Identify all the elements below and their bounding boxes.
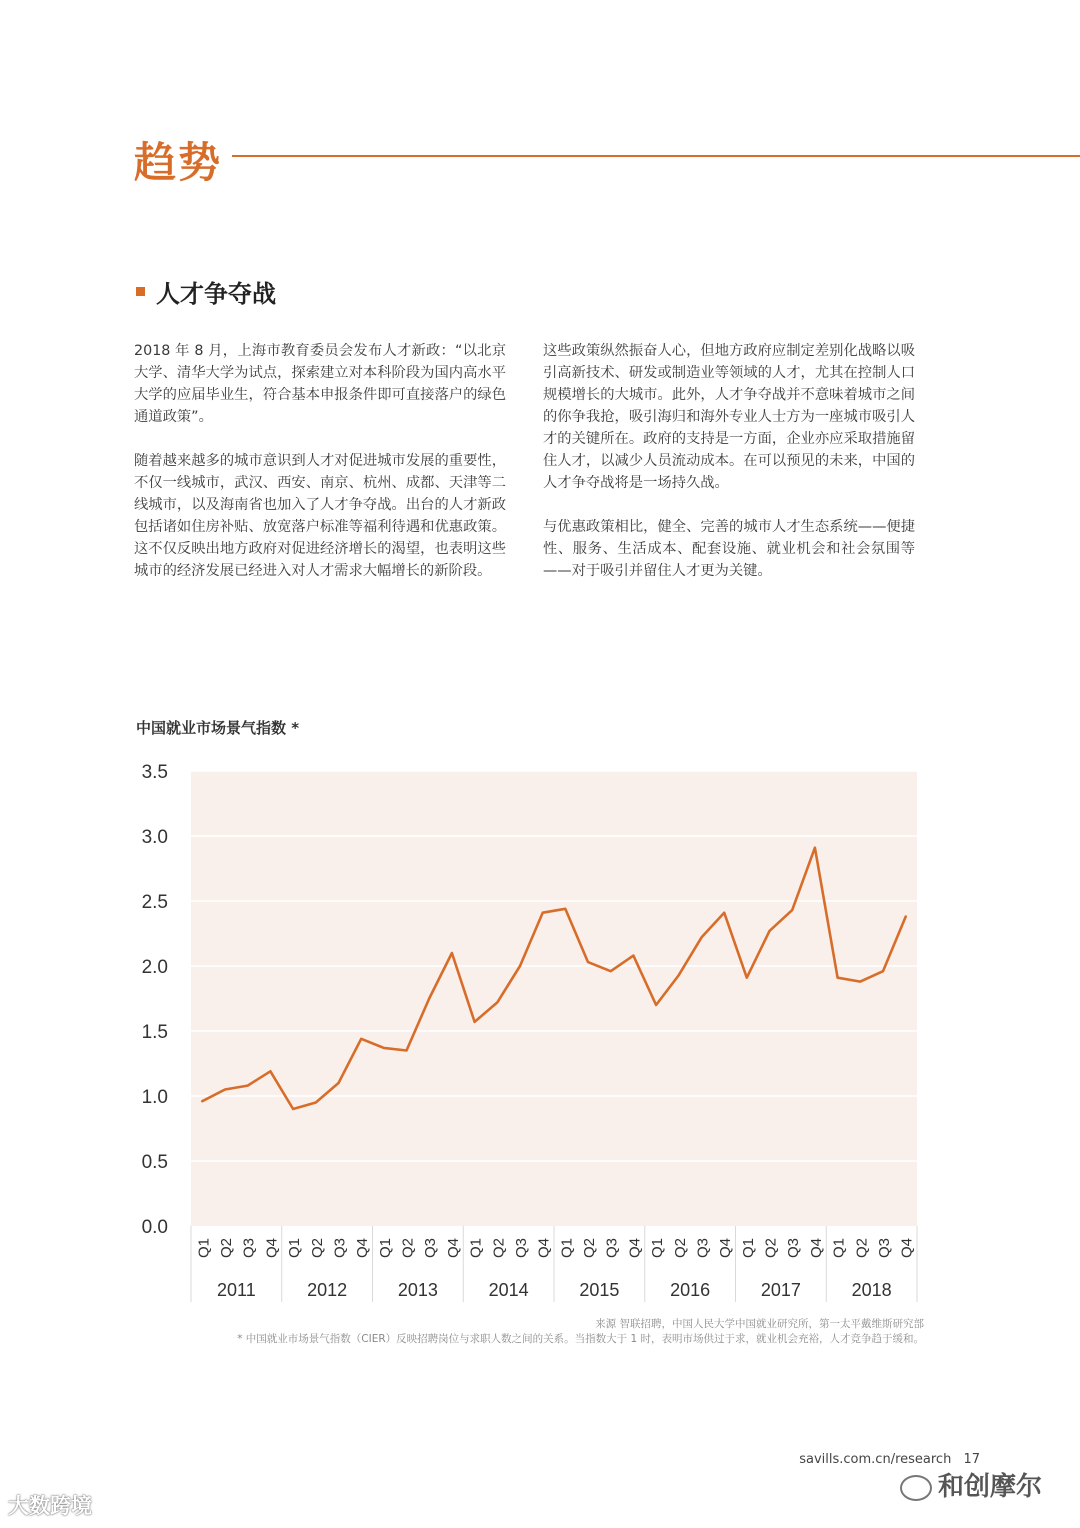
employment-index-chart <box>120 755 940 1310</box>
x-tick-label: Q2 <box>762 1237 780 1258</box>
x-tick-label: Q3 <box>875 1237 893 1258</box>
y-tick-label: 1.0 <box>141 1087 168 1108</box>
year-label: 2017 <box>760 1280 801 1300</box>
y-tick-label: 0.5 <box>141 1152 168 1173</box>
x-tick-label: Q3 <box>512 1237 530 1258</box>
body-column-left <box>134 340 506 604</box>
paragraph: 与优惠政策相比，健全、完善的城市人才生态系统——便捷性、服务、生活成本、配套设施、就业机会和社会氛围等——对于吸引并留住人才更为关键。 <box>543 519 915 579</box>
footer-url-text: savills.com.cn/research <box>799 1452 952 1467</box>
y-tick-label: 0.0 <box>141 1217 168 1238</box>
x-tick-label: Q2 <box>399 1237 417 1258</box>
watermark-left: 大数跨境 <box>8 1494 92 1518</box>
chart-source: 来源 智联招聘，中国人民大学中国就业研究所，第一太平戴维斯研究部 <box>595 1318 924 1330</box>
x-tick-label: Q1 <box>467 1237 485 1258</box>
year-label: 2012 <box>307 1280 348 1300</box>
year-label: 2015 <box>579 1280 620 1300</box>
year-label: 2013 <box>397 1280 438 1300</box>
y-tick-label: 2.0 <box>141 957 168 978</box>
subheading: 人才争夺战 <box>156 280 276 308</box>
x-tick-label: Q4 <box>535 1237 553 1258</box>
x-tick-label: Q3 <box>694 1237 712 1258</box>
x-tick-label: Q4 <box>444 1237 462 1258</box>
x-tick-label: Q3 <box>331 1237 349 1258</box>
x-tick-label: Q1 <box>830 1237 848 1258</box>
x-tick-label: Q3 <box>422 1237 440 1258</box>
section-heading-rule <box>232 155 1080 157</box>
chart-title: 中国就业市场景气指数 * <box>136 719 300 737</box>
wechat-icon <box>900 1475 932 1501</box>
year-label: 2016 <box>670 1280 711 1300</box>
x-tick-label: Q4 <box>626 1237 644 1258</box>
chart-footnote: * 中国就业市场景气指数（CIER）反映招聘岗位与求职人数之间的关系。当指数大于 1 时，表明市场供过于求，就业机会充裕，人才竞争趋于缓和。 <box>237 1333 924 1345</box>
year-label: 2014 <box>488 1280 529 1300</box>
paragraph: 2018 年 8 月，上海市教育委员会发布人才新政：“以北京大学、清华大学为试点，探索建立对本科阶段为国内高水平大学的应届毕业生，符合基本申报条件即可直接落户的绿色通道政策”。 <box>134 343 506 425</box>
x-tick-label: Q1 <box>376 1237 394 1258</box>
plot-area <box>191 771 917 1226</box>
x-tick-label: Q1 <box>195 1237 213 1258</box>
x-tick-label: Q2 <box>853 1237 871 1258</box>
page-number: 17 <box>963 1452 980 1467</box>
paragraph: 随着越来越多的城市意识到人才对促进城市发展的重要性，不仅一线城市，武汉、西安、南京、杭州、成都、天津等二线城市，以及海南省也加入了人才争夺战。出台的人才新政包括诸如住房补贴、放宽落户标准等福利待遇和优惠政策。这不仅反映出地方政府对促进经济增长的渴望，也表明这些城市的经济发展已经进入对人才需求大幅增长的新阶段。 <box>134 453 506 579</box>
paragraph: 这些政策纵然振奋人心，但地方政府应制定差别化战略以吸引高新技术、研发或制造业等领域的人才，尤其在控制人口规模增长的大城市。此外，人才争夺战并不意味着城市之间的你争我抢，吸引海归和海外专业人士方为一座城市吸引人才的关键所在。政府的支持是一方面，企业亦应采取措施留住人才，以减少人员流动成本。在可以预见的未来，中国的人才争夺战将是一场持久战。 <box>543 343 915 491</box>
x-tick-label: Q2 <box>218 1237 236 1258</box>
x-tick-label: Q4 <box>717 1237 735 1258</box>
x-tick-label: Q3 <box>785 1237 803 1258</box>
y-tick-label: 3.5 <box>141 762 168 783</box>
year-label: 2018 <box>851 1280 892 1300</box>
x-tick-label: Q4 <box>807 1237 825 1258</box>
section-heading: 趋势 <box>134 138 223 187</box>
x-tick-label: Q1 <box>739 1237 757 1258</box>
subheading-bullet-icon <box>136 287 145 296</box>
x-tick-label: Q4 <box>898 1237 916 1258</box>
x-tick-label: Q1 <box>649 1237 667 1258</box>
x-tick-label: Q4 <box>263 1237 281 1258</box>
x-tick-label: Q4 <box>354 1237 372 1258</box>
year-label: 2011 <box>217 1280 256 1300</box>
x-tick-label: Q2 <box>490 1237 508 1258</box>
y-tick-label: 3.0 <box>141 827 168 848</box>
body-column-right <box>543 340 915 604</box>
y-tick-label: 2.5 <box>141 892 168 913</box>
x-tick-label: Q1 <box>558 1237 576 1258</box>
x-tick-label: Q1 <box>286 1237 304 1258</box>
watermark-right <box>900 1466 1042 1503</box>
x-tick-label: Q2 <box>581 1237 599 1258</box>
x-tick-label: Q2 <box>671 1237 689 1258</box>
y-tick-label: 1.5 <box>141 1022 168 1043</box>
footer-url[interactable] <box>799 1452 980 1467</box>
x-tick-label: Q2 <box>308 1237 326 1258</box>
x-tick-label: Q3 <box>603 1237 621 1258</box>
watermark-right-text: 和创摩尔 <box>938 1472 1043 1502</box>
x-tick-label: Q3 <box>240 1237 258 1258</box>
